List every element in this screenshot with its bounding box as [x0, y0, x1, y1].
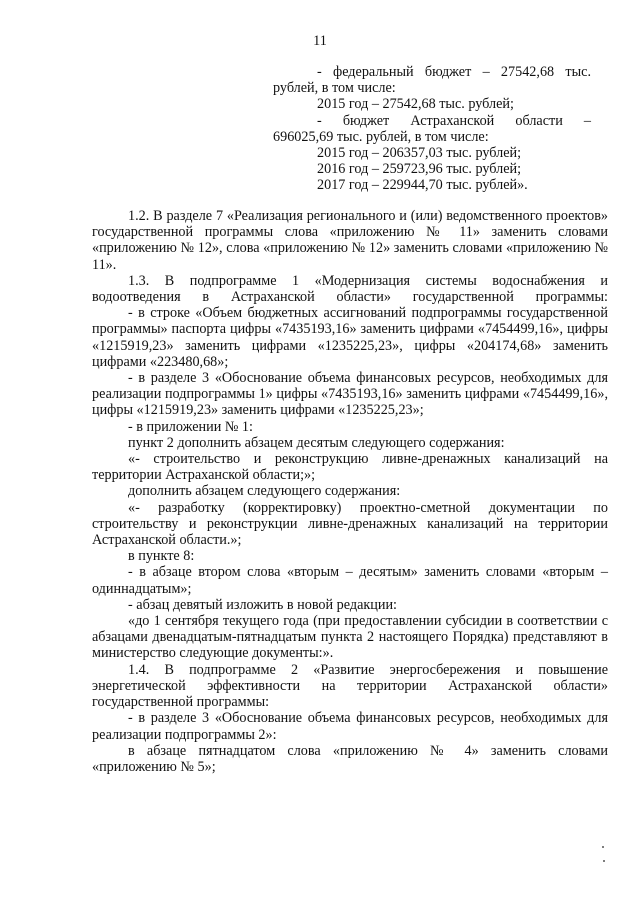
- paragraph: - в абзаце втором слова «вторым – десятым» заменить словами «вторым – одиннадцатым»;: [92, 564, 608, 597]
- paragraph-1-3: 1.3. В подпрограмме 1 «Модернизация системы водоснабжения и водоотведения в Астраханской области» государственной программы:: [92, 272, 608, 306]
- page-number: 11: [313, 33, 327, 49]
- paragraph-1-4: 1.4. В подпрограмме 2 «Развитие энергосбережения и повышение энергетической эффективности на территории Астраханской области» государственной программы:: [92, 661, 608, 711]
- budget-line: 2015 год – 27542,68 тыс. рублей;: [317, 96, 514, 113]
- budget-line: 696025,69 тыс. рублей, в том числе:: [273, 128, 489, 145]
- paragraph: «- строительство и реконструкцию ливне-дренажных канализаций на территории Астраханской области;»;: [92, 451, 608, 484]
- paragraph: «- разработку (корректировку) проектно-сметной документации по строительству и реконструкции ливне-дренажных канализаций на территории Астраханской области.»;: [92, 499, 608, 549]
- budget-block: [273, 64, 591, 194]
- budget-line: - бюджет Астраханской области –: [317, 112, 591, 129]
- paragraph: пункт 2 дополнить абзацем десятым следующего содержания:: [128, 434, 505, 451]
- scan-speck: [602, 846, 604, 848]
- budget-line: - федеральный бюджет – 27542,68 тыс.: [317, 64, 591, 80]
- document-body: [92, 208, 608, 775]
- paragraph: - в разделе 3 «Обоснование объема финансовых ресурсов, необходимых для реализации подпрограммы 2»:: [92, 710, 608, 743]
- paragraph: в пункте 8:: [128, 548, 195, 565]
- paragraph: - абзац девятый изложить в новой редакции:: [128, 596, 397, 613]
- paragraph: «до 1 сентября текущего года (при предоставлении субсидии в соответствии с абзацами двенадцатым-пятнадцатым пункта 2 настоящего Порядка) представляют в министерство следующие документы:».: [92, 613, 608, 662]
- budget-line: 2015 год – 206357,03 тыс. рублей;: [317, 145, 522, 162]
- paragraph: в абзаце пятнадцатом слова «приложению № 4» заменить словами «приложению № 5»;: [92, 742, 608, 775]
- paragraph: дополнить абзацем следующего содержания:: [128, 483, 401, 500]
- budget-line: 2016 год – 259723,96 тыс. рублей;: [317, 161, 522, 178]
- budget-line: рублей, в том числе:: [273, 80, 396, 97]
- paragraph: - в приложении № 1:: [128, 418, 253, 435]
- budget-line: 2017 год – 229944,70 тыс. рублей».: [317, 177, 528, 194]
- paragraph: - в разделе 3 «Обоснование объема финансовых ресурсов, необходимых для реализации подпрограммы 1» цифры «7435193,16» заменить цифрами «7454499,16», цифры «1215919,23» заменить цифрами «1235225,23»;: [92, 370, 608, 419]
- paragraph: - в строке «Объем бюджетных ассигнований подпрограммы государственной программы» паспорта цифры «7435193,16» заменить цифрами «7454499,16», цифры «1215919,23» заменить цифрами «1235225,23», цифры «204174,68» заменить цифрами «223480,68»;: [92, 305, 608, 370]
- scan-speck: [603, 860, 605, 862]
- paragraph-1-2: 1.2. В разделе 7 «Реализация регионального и (или) ведомственного проектов» государственной программы слова «приложению № 11» заменить словами «приложению № 12», слова «приложению № 12» заменить словами «приложению № 11».: [92, 208, 608, 273]
